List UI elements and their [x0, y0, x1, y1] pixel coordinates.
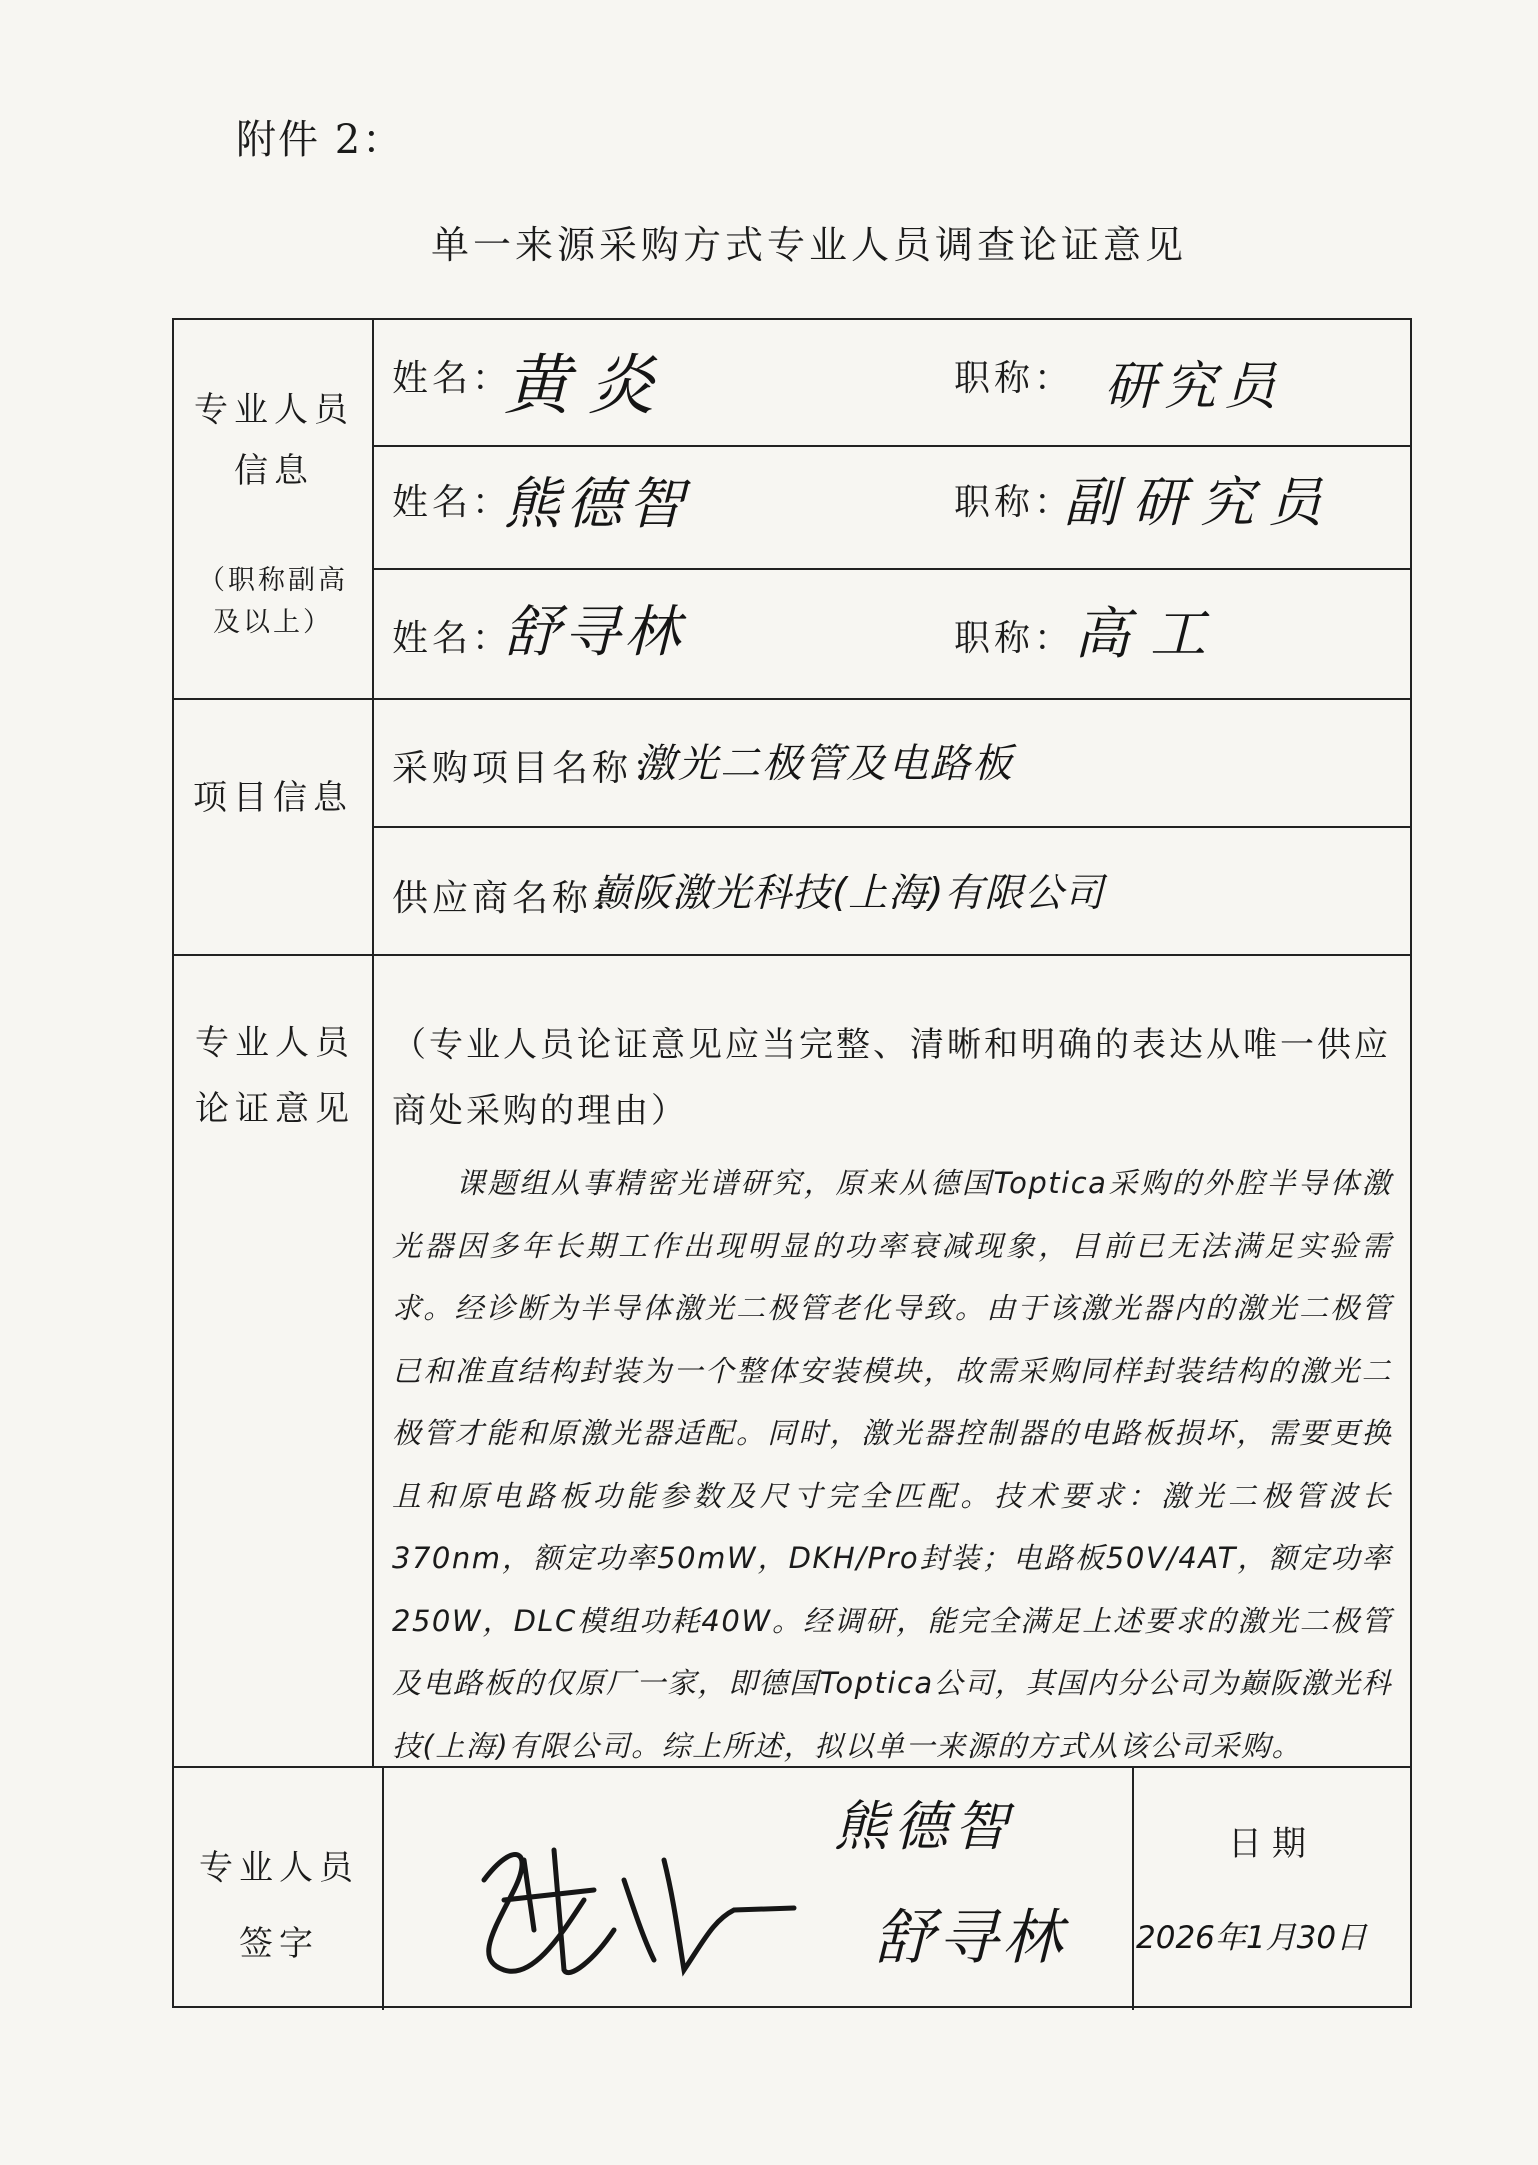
member-title: 副研究员 — [1064, 471, 1336, 534]
row-divider — [372, 568, 1412, 570]
project-name-label: 采购项目名称： — [392, 748, 673, 789]
supplier-label: 供应商名称： — [392, 878, 633, 919]
member-name: 熊德智 — [504, 472, 690, 537]
name-label: 姓名： — [392, 482, 513, 523]
staff-info-note: （职称副高及以上） — [198, 565, 348, 638]
opinion-label: 专业人员论证意见 — [195, 1023, 355, 1129]
section-divider — [174, 698, 1412, 700]
title-label: 职称： — [954, 482, 1075, 523]
title-label: 职称： — [954, 618, 1075, 659]
opinion-instruction: （专业人员论证意见应当完整、清晰和明确的表达从唯一供应商处采购的理由） — [392, 1025, 1391, 1131]
title-label: 职称： — [954, 358, 1075, 399]
member-title: 高工 — [1074, 602, 1226, 667]
signature-image-huang — [444, 1820, 804, 1990]
attachment-label: 附件 2： — [236, 117, 405, 163]
supplier-value: 巅阪激光科技(上海)有限公司 — [592, 871, 1105, 916]
opinion-text: 课题组从事精密光谱研究，原来从德国Toptica采购的外腔半导体激光器因多年长期工作出现明显的功率衰减现象，目前已无法满足实验需求。经诊断为半导体激光二极管老化导致。由于该激光器内的激光二极管已和准直结构封装为一个整体安装模块，故需采购同样封装结构的激光二极管才能和原激光器适配。同时，激光器控制器的电路板损坏，需要更换且和原电路板功能参数及尺寸完全匹配。技术要求：激光二极管波长370nm，额定功率50mW，DKH/Pro封装；电路板50V/4AT，额定功率250W，DLC模组功耗40W。经调研，能完全满足上述要求的激光二极管及电路板的仅原厂一家，即德国Toptica公司，其国内分公司为巅阪激光科技(上海)有限公司。综上所述，拟以单一来源的方式从该公司采购。 — [392, 1166, 1392, 1763]
project-info-label: 项目信息 — [193, 778, 353, 818]
staff-info-label: 专业人员信息 — [194, 390, 354, 492]
document-title: 单一来源采购方式专业人员调查论证意见 — [430, 223, 1187, 267]
project-name-value: 激光二极管及电路板 — [636, 741, 1014, 787]
signature-label-divider — [382, 1766, 384, 2010]
name-label: 姓名： — [392, 358, 513, 399]
date-value: 2026年1月30日 — [1136, 1920, 1368, 1956]
section-divider — [174, 954, 1412, 956]
name-label: 姓名： — [392, 618, 513, 659]
row-divider — [372, 445, 1412, 447]
signature-xiong: 熊德智 — [834, 1795, 1014, 1858]
member-name: 舒寻林 — [504, 600, 684, 665]
row-divider — [372, 826, 1412, 828]
member-title: 研究员 — [1104, 357, 1285, 417]
date-label: 日期 — [1228, 1824, 1316, 1864]
date-column-divider — [1132, 1766, 1134, 2010]
member-name: 黄炎 — [504, 347, 672, 424]
form-table — [172, 318, 1412, 2008]
signature-shu: 舒寻林 — [874, 1903, 1066, 1973]
signature-label: 专业人员签字 — [199, 1848, 359, 1964]
label-column-divider — [372, 320, 374, 1766]
